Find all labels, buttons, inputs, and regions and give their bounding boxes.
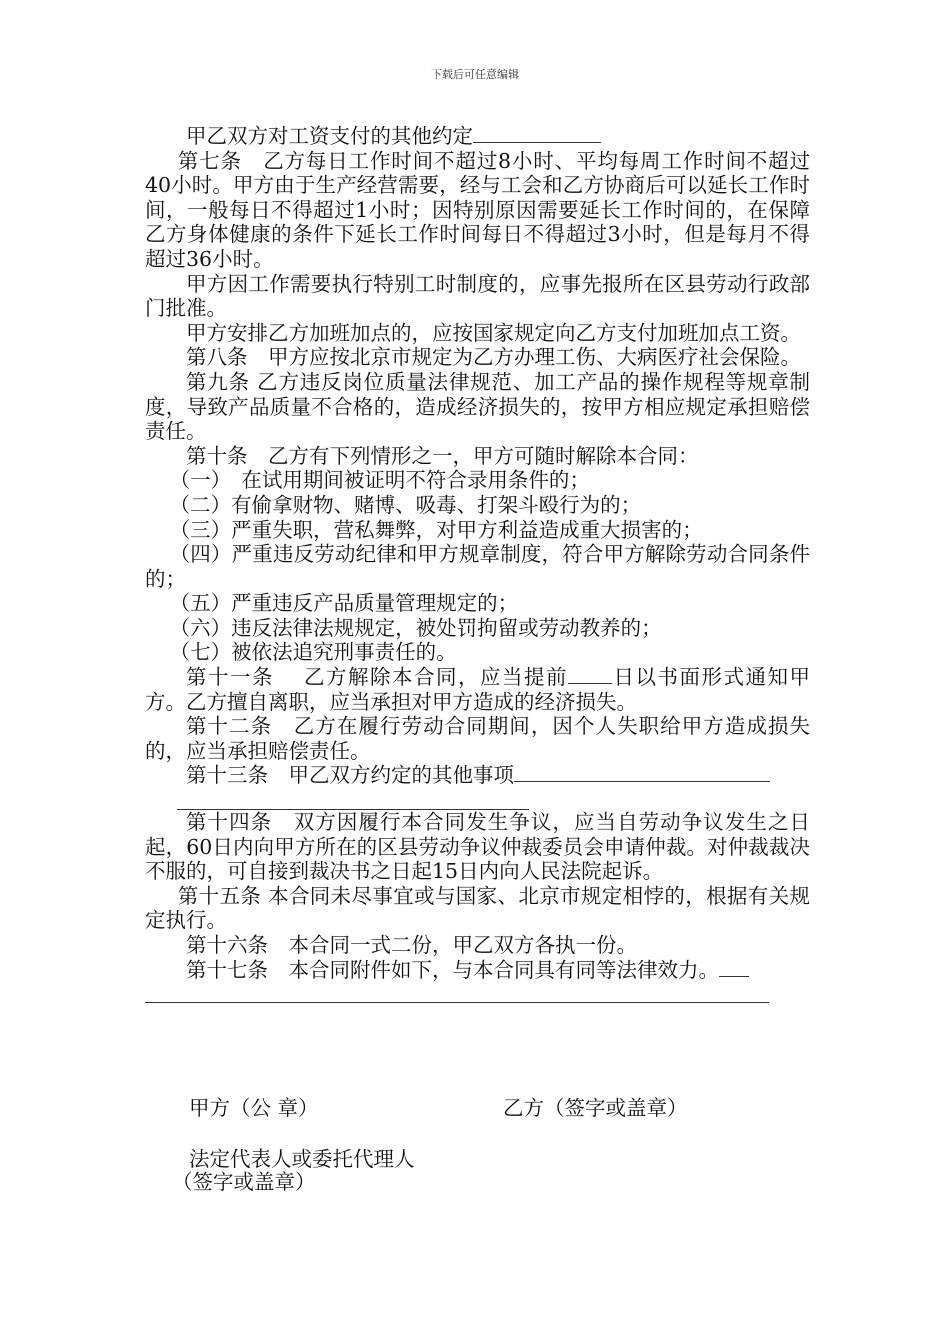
clause-10-item-2: （二）有偷拿财物、赌博、吸毒、打架斗殴行为的； [169,492,642,517]
clause-special-hours: 甲方因工作需要执行特别工时制度的，应事先报所在区县劳动行政部门批准。 [145,271,810,321]
page-header: 下载后可任意编辑 [431,68,519,81]
attachment-blank-line[interactable] [145,982,769,1003]
clause-10-item-1: （一） 在试用期间被证明不符合录用条件的； [169,468,590,493]
clause-9: 第九条 乙方违反岗位质量法律规范、加工产品的操作规程等规章制度，导致产品质量不合格的，造成经济损失的，按甲方相应规定承担赔偿责任。 [145,369,810,444]
clause-16: 第十六条 本合同一式二份，甲乙双方各执一份。 [186,933,637,957]
legal-representative: 法定代表人或委托代理人 [189,1147,415,1171]
other-matters-blank-line[interactable] [177,788,529,810]
clause-13: 第十三条 甲乙双方约定的其他事项 [145,763,810,788]
clause-17: 第十七条 本合同附件如下，与本合同具有同等法律效力。 [145,958,810,983]
attachment-blank[interactable] [719,958,749,977]
clause-7: 第七条 乙方每日工作时间不超过8小时、平均每周工作时间不超过40小时。甲方由于生产经营需要，经与工会和乙方协商后可以延长工作时间，一般每日不得超过1小时；因特别原因需要延长工作时间的，在保障乙方身体健康的条件下延长工作时间每日不得超过3小时，但是每月不得超过36小时。 [145,148,810,271]
clause-10: 第十条 乙方有下列情形之一，甲方可随时解除本合同： [186,443,699,468]
clause-10-item-4: （四）严重违反劳动纪律和甲方规章制度，符合甲方解除劳动合同条件的； [145,542,810,591]
clause-12: 第十二条 乙方在履行劳动合同期间，因个人失职给甲方造成损失的，应当承担赔偿责任。 [145,714,810,763]
contract-body [145,124,810,1003]
clause-10-item-6: （六）违反法律法规规定，被处罚拘留或劳动教养的； [169,615,662,640]
party-a-seal: 甲方（公 章） [189,1096,319,1120]
clause-8: 第八条 甲方应按北京市规定为乙方办理工伤、大病医疗社会保险。 [186,345,801,370]
clause-10-item-7: （七）被依法追究刑事责任的。 [169,640,457,665]
clause-11: 第十一条 乙方解除本合同，应当提前 日以书面形式通知甲方。乙方擅自离职，应当承担对甲方造成的经济损失。 [145,665,811,714]
clause-14: 第十四条 双方因履行本合同发生争议，应当自劳动争议发生之日起，60日内向甲方所在的区县劳动争议仲裁委员会申请仲裁。对仲裁裁决不服的，可自接到裁决书之日起15日内向人民法院起诉。 [145,810,810,884]
clause-15: 第十五条 本合同未尽事宜或与国家、北京市规定相悖的，根据有关规定执行。 [145,883,810,933]
clause-overtime-pay: 甲方安排乙方加班加点的，应按国家规定向乙方支付加班加点工资。 [186,320,801,345]
fill-blank[interactable] [473,124,601,143]
clause-10-item-5: （五）严重违反产品质量管理规定的； [169,591,519,616]
notice-days-blank[interactable] [568,665,612,684]
other-matters-blank[interactable] [514,763,770,782]
party-b-signature: 乙方（签字或盖章） [503,1096,688,1120]
representative-signature: （签字或盖章） [172,1170,316,1194]
clause-10-item-3: （三）严重失职，营私舞弊，对甲方利益造成重大损害的； [169,517,703,542]
clause-wage-other: 甲乙双方对工资支付的其他约定 [145,124,810,149]
